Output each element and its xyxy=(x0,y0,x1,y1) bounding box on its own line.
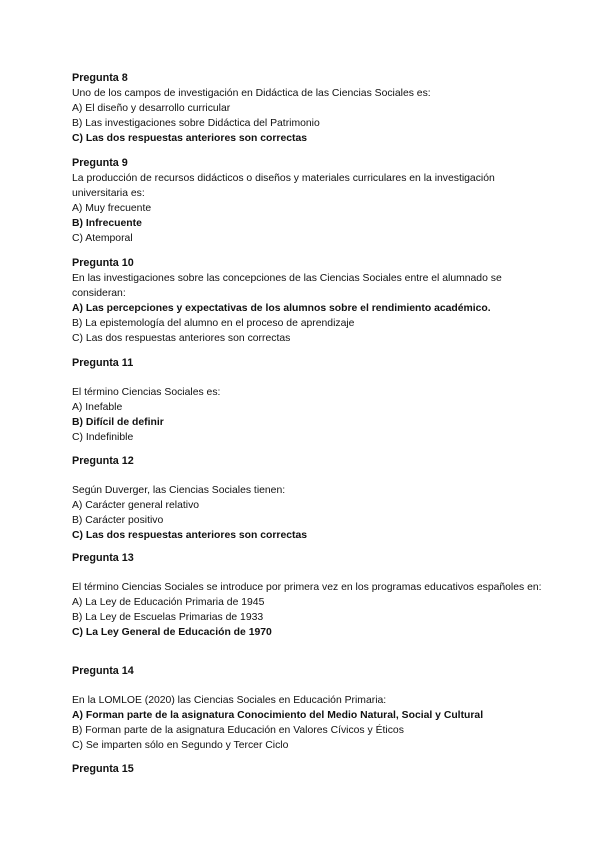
question-8 xyxy=(72,71,542,146)
question-title: Pregunta 15 xyxy=(72,763,134,775)
option-b-correct: B) Infrecuente xyxy=(72,218,142,229)
question-title: Pregunta 9 xyxy=(72,157,128,169)
question-stem: En las investigaciones sobre las concepciones de las Ciencias Sociales entre el alumnado se consideran: xyxy=(72,273,502,299)
option-b: B) La epistemología del alumno en el proceso de aprendizaje xyxy=(72,318,355,329)
question-title: Pregunta 14 xyxy=(72,665,134,677)
question-title: Pregunta 8 xyxy=(72,72,128,84)
option-b: B) Forman parte de la asignatura Educación en Valores Cívicos y Éticos xyxy=(72,725,404,736)
option-a-correct: A) Las percepciones y expectativas de los alumnos sobre el rendimiento académico. xyxy=(72,303,491,314)
option-a: A) Inefable xyxy=(72,402,123,413)
option-a: A) Muy frecuente xyxy=(72,203,152,214)
question-title: Pregunta 10 xyxy=(72,257,134,269)
spacer xyxy=(72,566,542,580)
option-c: C) Atemporal xyxy=(72,233,133,244)
question-10 xyxy=(72,256,542,346)
option-b: B) La Ley de Escuelas Primarias de 1933 xyxy=(72,612,264,623)
question-14 xyxy=(72,664,542,753)
spacer xyxy=(72,469,542,483)
question-12 xyxy=(72,454,542,543)
question-stem: En la LOMLOE (2020) las Ciencias Sociales en Educación Primaria: xyxy=(72,695,387,706)
question-11 xyxy=(72,356,542,445)
question-stem: La producción de recursos didácticos o diseños y materiales curriculares en la investigación universitaria es: xyxy=(72,173,495,199)
option-c-correct: C) La Ley General de Educación de 1970 xyxy=(72,627,272,638)
question-stem: Uno de los campos de investigación en Didáctica de las Ciencias Sociales es: xyxy=(72,88,431,99)
question-stem: Según Duverger, las Ciencias Sociales tienen: xyxy=(72,485,286,496)
option-b: B) Las investigaciones sobre Didáctica del Patrimonio xyxy=(72,118,320,129)
option-c-correct: C) Las dos respuestas anteriores son correctas xyxy=(72,530,308,541)
spacer xyxy=(72,371,542,385)
question-title: Pregunta 12 xyxy=(72,455,134,467)
option-a: A) El diseño y desarrollo curricular xyxy=(72,103,231,114)
option-a-correct: A) Forman parte de la asignatura Conocimiento del Medio Natural, Social y Cultural xyxy=(72,710,484,721)
question-9 xyxy=(72,156,542,246)
question-title: Pregunta 11 xyxy=(72,357,134,369)
question-stem: El término Ciencias Sociales se introduce por primera vez en los programas educativos españoles en: xyxy=(72,582,542,593)
question-stem: El término Ciencias Sociales es: xyxy=(72,387,221,398)
question-13 xyxy=(72,551,542,640)
option-b: B) Carácter positivo xyxy=(72,515,164,526)
option-c: C) Indefinible xyxy=(72,432,134,443)
option-c: C) Se imparten sólo en Segundo y Tercer Ciclo xyxy=(72,740,289,751)
spacer xyxy=(72,679,542,693)
option-c-correct: C) Las dos respuestas anteriores son correctas xyxy=(72,133,308,144)
option-a: A) La Ley de Educación Primaria de 1945 xyxy=(72,597,265,608)
option-c: C) Las dos respuestas anteriores son correctas xyxy=(72,333,291,344)
option-b-correct: B) Difícil de definir xyxy=(72,417,164,428)
option-a: A) Carácter general relativo xyxy=(72,500,200,511)
question-15 xyxy=(72,762,542,777)
question-title: Pregunta 13 xyxy=(72,552,134,564)
